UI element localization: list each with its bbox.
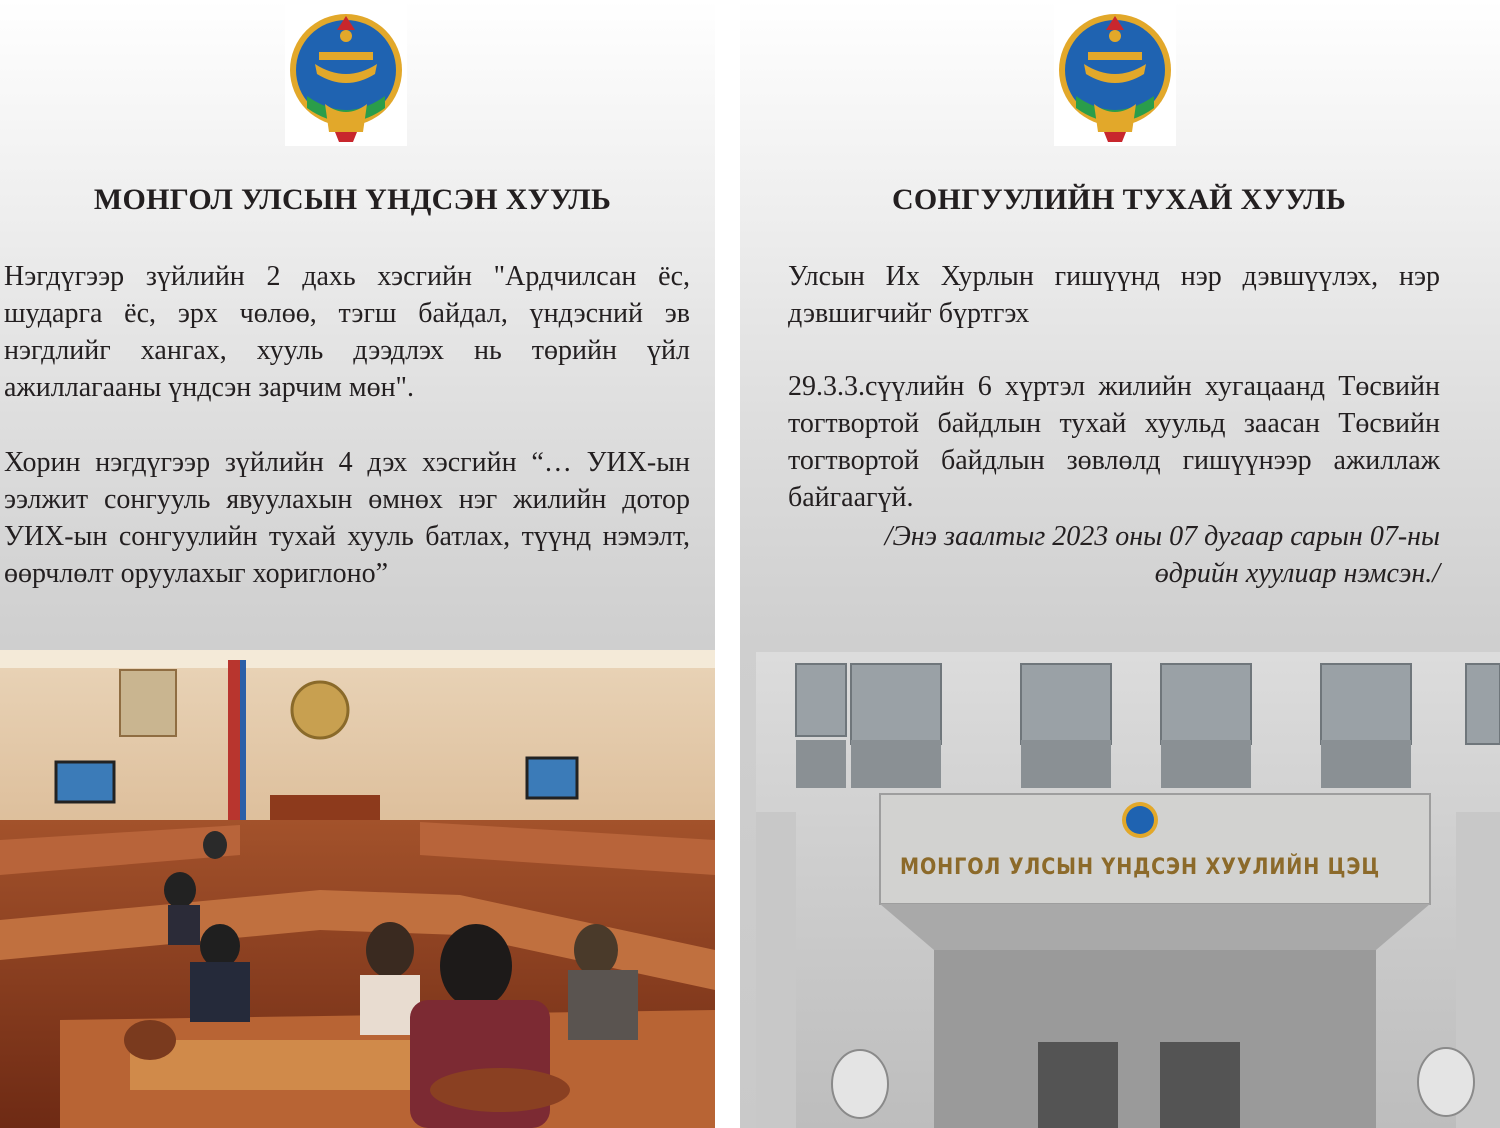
parliament-hall-photo <box>0 650 715 1128</box>
panel-divider <box>715 0 740 1128</box>
constitution-article-1: Нэгдүгээр зүйлийн 2 дахь хэсгийн "Ардчилсан ёс, шударга ёс, эрх чөлөө, тэгш байдал, үндэсний эв нэгдлийг хангах, хууль дээдлэх нь төрийн үйл ажиллагааны үндсэн зарчим мөн". <box>4 261 690 403</box>
right-panel <box>740 0 1500 1128</box>
election-law-heading: Улсын Их Хурлын гишүүнд нэр дэвшүүлэх, нэр дэвшигчийг бүртгэх <box>788 261 1440 329</box>
state-emblem-icon <box>285 4 407 146</box>
constitution-title: МОНГОЛ УЛСЫН ҮНДСЭН ХУУЛЬ <box>93 183 612 216</box>
amendment-note <box>788 518 1440 592</box>
election-law-title: СОНГУУЛИЙН ТУХАЙ ХУУЛЬ <box>891 183 1347 216</box>
building-sign-text: МОНГОЛ УЛСЫН ҮНДСЭН ХУУЛИЙН ЦЭЦ <box>900 855 1451 880</box>
left-panel <box>0 0 715 1128</box>
amendment-note-line-2: өдрийн хуулиар нэмсэн./ <box>1154 558 1440 589</box>
constitutional-court-building-photo <box>756 652 1500 1128</box>
election-law-clause: 29.3.3.сүүлийн 6 хүртэл жилийн хугацаанд Төсвийн тогтвортой байдлын тухай хуульд заасан Төсвийн тогтвортой байдлын зөвлөлд гишүүнээр ажиллаж байгаагүй. <box>788 371 1440 513</box>
state-emblem-icon <box>1054 4 1176 146</box>
amendment-note-line-1: /Энэ заалтыг 2023 оны 07 дугаар сарын 07-ны <box>884 521 1440 552</box>
constitution-article-21: Хорин нэгдүгээр зүйлийн 4 дэх хэсгийн “… УИХ-ын ээлжит сонгууль явуулахын өмнөх нэг жилийн дотор УИХ-ын сонгуулийн тухай хууль батлах, түүнд нэмэлт, өөрчлөлт оруулахыг хориглоно” <box>4 447 690 589</box>
